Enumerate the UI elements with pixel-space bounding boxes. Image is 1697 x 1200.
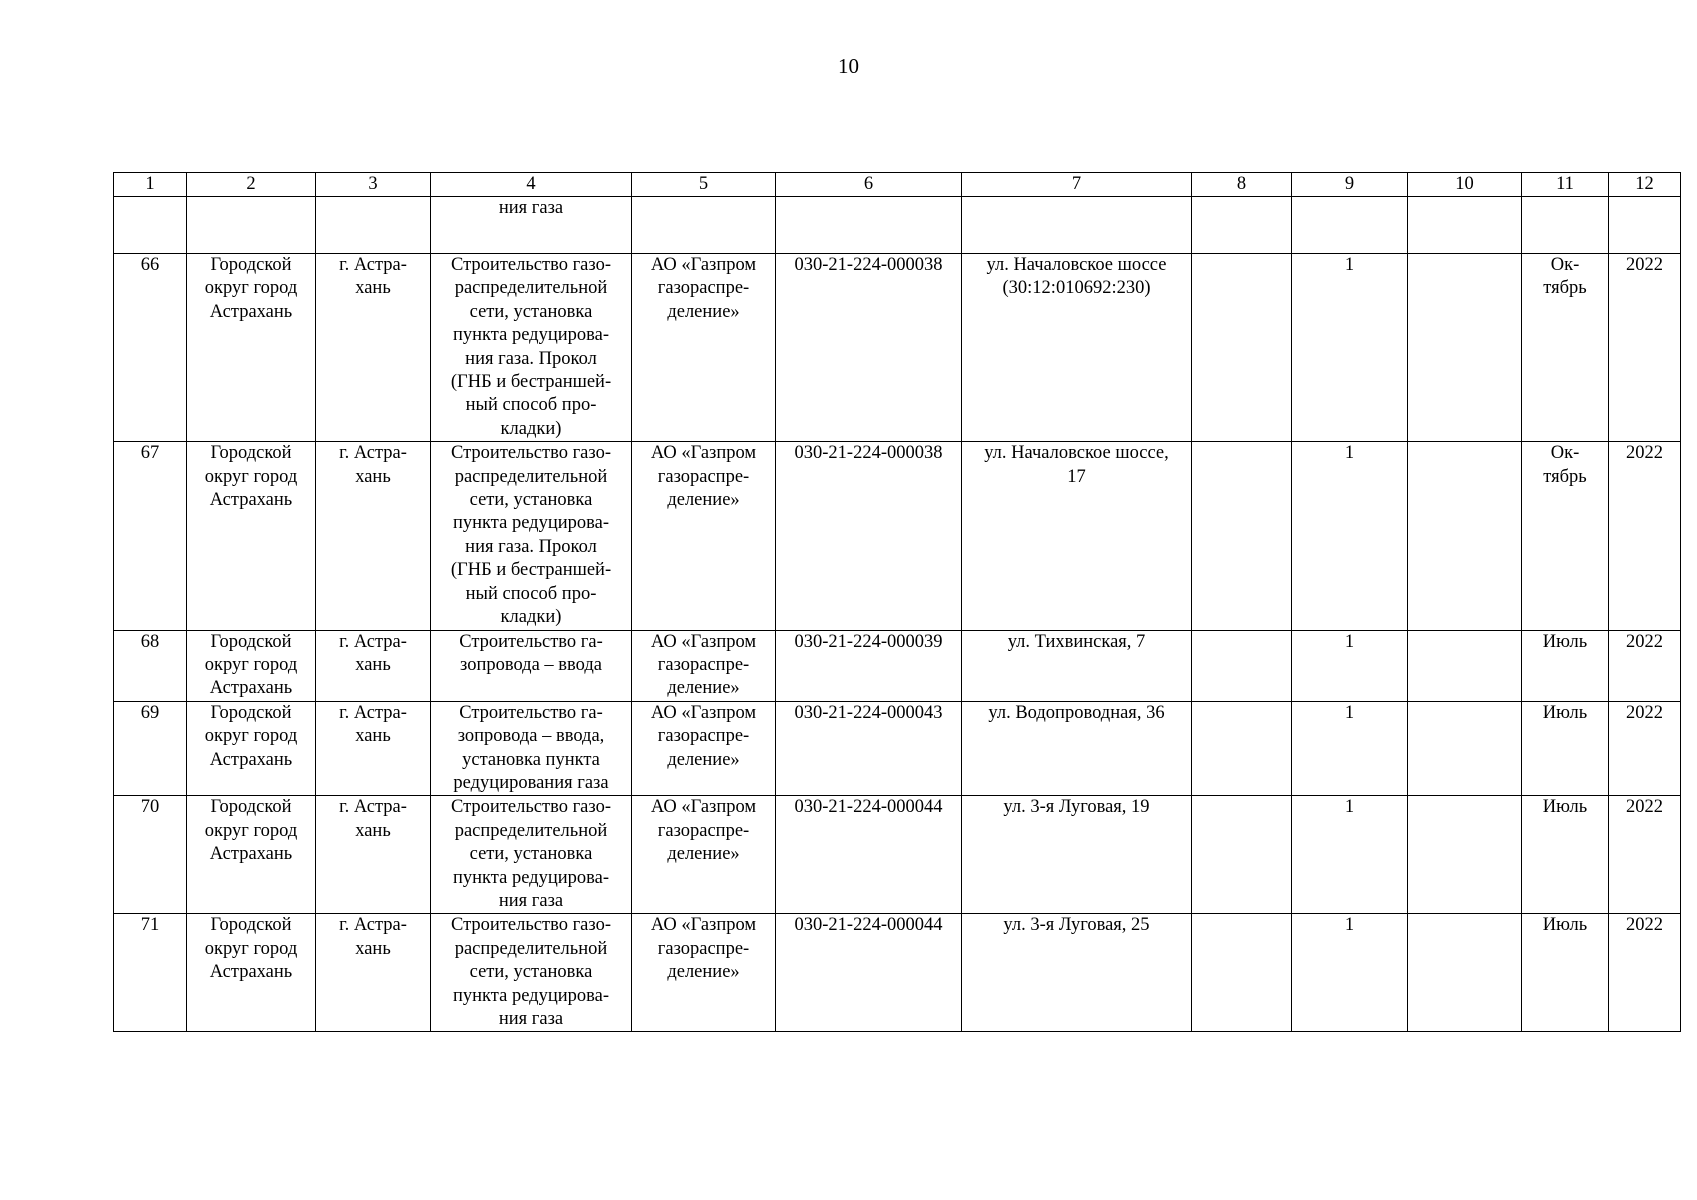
table-cell xyxy=(1408,630,1522,701)
table-cell xyxy=(1192,254,1292,442)
cell-text: ул. 3-я Луговая, 25 xyxy=(1003,915,1150,936)
table-cell xyxy=(1192,796,1292,914)
table-cell xyxy=(114,442,187,630)
cell-text: Ок- тябрь xyxy=(1543,255,1587,299)
table-row xyxy=(114,197,1681,254)
table-cell xyxy=(1408,914,1522,1032)
column-header: 5 xyxy=(632,173,776,197)
cell-text: 030-21-224-000043 xyxy=(794,702,943,723)
cell-text: 66 xyxy=(140,255,160,275)
cell-text: Городской округ город Астрахань xyxy=(204,797,298,865)
cell-text: Июль xyxy=(1542,797,1588,818)
data-table xyxy=(113,172,1681,1032)
column-header: 9 xyxy=(1292,173,1408,197)
table-cell xyxy=(187,796,316,914)
cell-text: г. Астра- хань xyxy=(339,443,407,487)
table-cell xyxy=(114,796,187,914)
cell-text: ул. Тихвинская, 7 xyxy=(1007,631,1146,652)
cell-text: г. Астра- хань xyxy=(339,797,407,841)
table-cell xyxy=(962,796,1192,914)
table-cell xyxy=(114,197,187,254)
cell-text: Июль xyxy=(1542,631,1588,652)
cell-text: 67 xyxy=(140,443,160,464)
table-cell xyxy=(1609,442,1681,630)
table-cell xyxy=(316,254,431,442)
table-cell xyxy=(1408,197,1522,254)
cell-text: 68 xyxy=(140,631,160,652)
cell-text: 2022 xyxy=(1626,443,1663,464)
cell-text: 2022 xyxy=(1626,631,1663,652)
table-cell xyxy=(187,254,316,442)
table-cell xyxy=(1292,442,1408,630)
cell-text: Июль xyxy=(1542,702,1588,723)
cell-text: 1 xyxy=(1344,797,1355,818)
cell-text: 1 xyxy=(1344,443,1355,464)
table-cell xyxy=(1522,630,1609,701)
cell-text: г. Астра- хань xyxy=(339,702,407,747)
table-cell xyxy=(114,630,187,701)
table-cell xyxy=(632,914,776,1032)
table-cell xyxy=(776,630,962,701)
cell-text: 2022 xyxy=(1626,797,1663,818)
cell-text: АО «Газпром газораспре- деление» xyxy=(650,915,757,983)
table-row xyxy=(114,442,1681,630)
table-row xyxy=(114,701,1681,796)
cell-text: ул. Началовское шоссе (30:12:010692:230) xyxy=(986,255,1167,299)
table-cell xyxy=(1408,254,1522,442)
table-cell xyxy=(1408,442,1522,630)
cell-text: Строительство га- зопровода – ввода xyxy=(459,631,603,675)
cell-text: Ок- тябрь xyxy=(1543,443,1587,487)
column-header: 10 xyxy=(1408,173,1522,197)
cell-text: ул. Водопроводная, 36 xyxy=(988,702,1165,723)
table-row xyxy=(114,630,1681,701)
table-cell xyxy=(316,630,431,701)
cell-text: 2022 xyxy=(1626,255,1663,275)
table-cell xyxy=(1192,914,1292,1032)
cell-text: г. Астра- хань xyxy=(339,255,407,299)
table-cell xyxy=(962,630,1192,701)
cell-text: АО «Газпром газораспре- деление» xyxy=(650,797,757,865)
column-header: 11 xyxy=(1522,173,1609,197)
table-cell xyxy=(114,254,187,442)
page-number: 10 xyxy=(838,54,859,78)
column-header: 12 xyxy=(1609,173,1681,197)
cell-text: 1 xyxy=(1344,702,1355,723)
table-cell xyxy=(1522,914,1609,1032)
table-cell xyxy=(632,442,776,630)
table-cell xyxy=(316,796,431,914)
table-cell xyxy=(114,701,187,796)
cell-text: Строительство газо- распределительной сети, установка пункта редуцирова- ния газа. Прокол (ГНБ и бестраншей- ный способ про- кладки) xyxy=(450,255,612,439)
cell-text: 2022 xyxy=(1626,702,1663,723)
table-cell xyxy=(1522,197,1609,254)
table-cell xyxy=(1408,796,1522,914)
table-row xyxy=(114,254,1681,442)
table-cell xyxy=(316,914,431,1032)
cell-text: 69 xyxy=(140,702,160,723)
table-cell xyxy=(962,701,1192,796)
table-cell xyxy=(1609,914,1681,1032)
cell-text: Строительство газо- распределительной сети, установка пункта редуцирова- ния газа. Прокол (ГНБ и бестраншей- ный способ про- кладки) xyxy=(450,443,612,628)
cell-text: 030-21-224-000038 xyxy=(794,255,943,275)
table-cell xyxy=(187,701,316,796)
table-cell xyxy=(431,701,632,796)
table-cell xyxy=(776,442,962,630)
cell-text: 71 xyxy=(140,915,160,936)
table-cell xyxy=(187,630,316,701)
cell-text: Июль xyxy=(1542,915,1588,936)
column-header: 4 xyxy=(431,173,632,197)
table-cell xyxy=(1192,442,1292,630)
table-cell xyxy=(1192,701,1292,796)
table-cell xyxy=(316,197,431,254)
cell-text: 70 xyxy=(140,797,160,818)
cell-text: Строительство газо- распределительной сети, установка пункта редуцирова- ния газа xyxy=(451,797,611,911)
table-row xyxy=(114,914,1681,1032)
table-cell xyxy=(1292,197,1408,254)
table-cell xyxy=(962,914,1192,1032)
header-row xyxy=(114,173,1681,197)
table-cell xyxy=(1292,914,1408,1032)
table-cell xyxy=(431,630,632,701)
column-header: 3 xyxy=(316,173,431,197)
table-cell xyxy=(1609,630,1681,701)
table-body xyxy=(114,197,1681,1032)
cell-text: г. Астра- хань xyxy=(339,631,407,675)
table-cell xyxy=(632,796,776,914)
cell-text: 030-21-224-000044 xyxy=(794,915,943,936)
table-cell xyxy=(114,914,187,1032)
table-row xyxy=(114,796,1681,914)
table-cell xyxy=(1292,630,1408,701)
table-cell xyxy=(1192,197,1292,254)
table-cell xyxy=(776,914,962,1032)
column-header: 7 xyxy=(962,173,1192,197)
table-cell xyxy=(776,254,962,442)
cell-text: АО «Газпром газораспре- деление» xyxy=(650,443,757,511)
cell-text: ния газа xyxy=(498,198,564,218)
table-cell xyxy=(632,630,776,701)
cell-text: ул. Началовское шоссе, 17 xyxy=(984,443,1169,487)
column-header: 1 xyxy=(114,173,187,197)
table-cell xyxy=(1408,701,1522,796)
table-cell xyxy=(962,442,1192,630)
table-cell xyxy=(431,796,632,914)
cell-text: Городской округ город Астрахань xyxy=(204,255,298,322)
table-cell xyxy=(1522,796,1609,914)
table-cell xyxy=(632,254,776,442)
cell-text: Городской округ город Астрахань xyxy=(204,443,298,511)
table-cell xyxy=(1522,442,1609,630)
cell-text: г. Астра- хань xyxy=(339,915,407,959)
table-cell xyxy=(632,701,776,796)
table-cell xyxy=(187,914,316,1032)
cell-text: Строительство га- зопровода – ввода, установка пункта редуцирования газа xyxy=(453,702,609,793)
column-header: 8 xyxy=(1192,173,1292,197)
table-cell xyxy=(776,796,962,914)
table-cell xyxy=(187,442,316,630)
column-header: 2 xyxy=(187,173,316,197)
table-cell xyxy=(1292,701,1408,796)
table-cell xyxy=(632,197,776,254)
table-cell xyxy=(1609,197,1681,254)
cell-text: Городской округ город Астрахань xyxy=(204,631,298,699)
table-cell xyxy=(431,197,632,254)
table-cell xyxy=(316,442,431,630)
table-cell xyxy=(1609,701,1681,796)
table-cell xyxy=(776,197,962,254)
table-cell xyxy=(962,254,1192,442)
table-cell xyxy=(1609,254,1681,442)
table-cell xyxy=(187,197,316,254)
table-cell xyxy=(1522,701,1609,796)
cell-text: 030-21-224-000044 xyxy=(794,797,943,818)
cell-text: 1 xyxy=(1344,631,1355,652)
table-cell xyxy=(1292,796,1408,914)
table-cell xyxy=(1292,254,1408,442)
table-cell xyxy=(431,914,632,1032)
cell-text: Городской округ город Астрахань xyxy=(204,702,298,770)
table-cell xyxy=(316,701,431,796)
cell-text: 2022 xyxy=(1626,915,1663,936)
cell-text: Строительство газо- распределительной сети, установка пункта редуцирова- ния газа xyxy=(451,915,611,1029)
table-cell xyxy=(1522,254,1609,442)
cell-text: 030-21-224-000038 xyxy=(794,443,943,464)
table-cell xyxy=(1192,630,1292,701)
cell-text: АО «Газпром газораспре- деление» xyxy=(650,631,757,699)
table-cell xyxy=(962,197,1192,254)
table-cell xyxy=(1609,796,1681,914)
column-header: 6 xyxy=(776,173,962,197)
cell-text: 1 xyxy=(1344,255,1355,275)
table-cell xyxy=(776,701,962,796)
cell-text: 030-21-224-000039 xyxy=(794,631,943,652)
table-cell xyxy=(431,254,632,442)
table-cell xyxy=(431,442,632,630)
cell-text: Городской округ город Астрахань xyxy=(204,915,298,983)
cell-text: АО «Газпром газораспре- деление» xyxy=(650,702,757,770)
cell-text: 1 xyxy=(1344,915,1355,936)
cell-text: АО «Газпром газораспре- деление» xyxy=(650,255,757,322)
cell-text: ул. 3-я Луговая, 19 xyxy=(1003,797,1150,818)
